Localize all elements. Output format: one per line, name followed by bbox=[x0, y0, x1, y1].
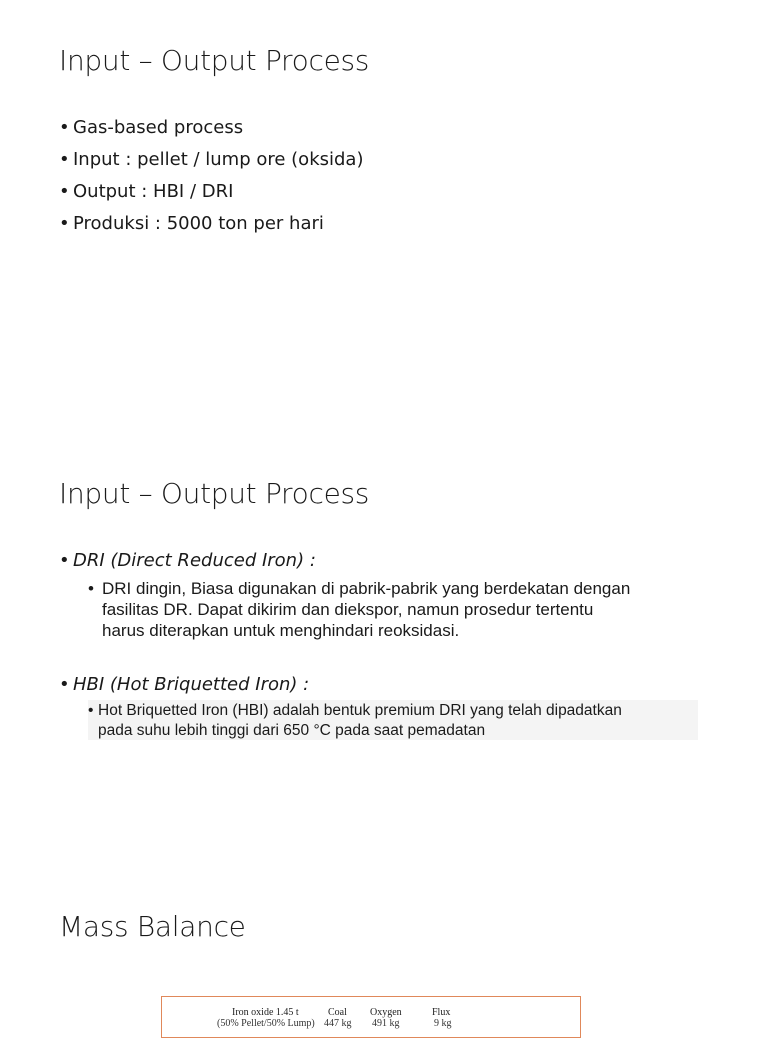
bullet-gas-based: • Gas-based process bbox=[59, 112, 363, 144]
hbi-line-1: Hot Briquetted Iron (HBI) adalah bentuk premium DRI yang telah dipadatkan bbox=[98, 702, 622, 719]
label-coal: Coal bbox=[328, 1007, 347, 1018]
hbi-subbullet: • bbox=[88, 702, 94, 719]
slide3-title: Mass Balance bbox=[59, 910, 246, 943]
dri-term: • DRI (Direct Reduced Iron) : bbox=[59, 550, 316, 571]
label-iron-oxide: Iron oxide 1.45 t bbox=[232, 1007, 299, 1018]
hbi-term: • HBI (Hot Briquetted Iron) : bbox=[59, 674, 309, 695]
mass-balance-figure bbox=[161, 996, 581, 1038]
value-coal: 447 kg bbox=[324, 1018, 352, 1029]
hbi-line-2: pada suhu lebih tinggi dari 650 °C pada saat pemadatan bbox=[98, 722, 486, 739]
dri-line-2: fasilitas DR. Dapat dikirim dan diekspor, namun prosedur tertentu bbox=[102, 600, 594, 619]
label-oxygen: Oxygen bbox=[370, 1007, 402, 1018]
label-flux: Flux bbox=[432, 1007, 451, 1018]
label-pellet-lump: (50% Pellet/50% Lump) bbox=[217, 1018, 315, 1029]
value-oxygen: 491 kg bbox=[372, 1018, 400, 1029]
slide1-title: Input – Output Process bbox=[59, 44, 370, 77]
bullet-output: • Output : HBI / DRI bbox=[59, 176, 363, 208]
slide2-title: Input – Output Process bbox=[59, 477, 370, 510]
hbi-description bbox=[88, 700, 698, 740]
value-flux: 9 kg bbox=[434, 1018, 452, 1029]
slide1-bullet-list bbox=[59, 112, 363, 240]
dri-description bbox=[88, 578, 722, 641]
dri-line-1: DRI dingin, Biasa digunakan di pabrik-pabrik yang berdekatan dengan bbox=[102, 579, 631, 598]
bullet-produksi: • Produksi : 5000 ton per hari bbox=[59, 208, 363, 240]
dri-line-3: harus diterapkan untuk menghindari reoksidasi. bbox=[102, 621, 460, 640]
bullet-input: • Input : pellet / lump ore (oksida) bbox=[59, 144, 363, 176]
dri-subbullet: • bbox=[88, 579, 94, 598]
